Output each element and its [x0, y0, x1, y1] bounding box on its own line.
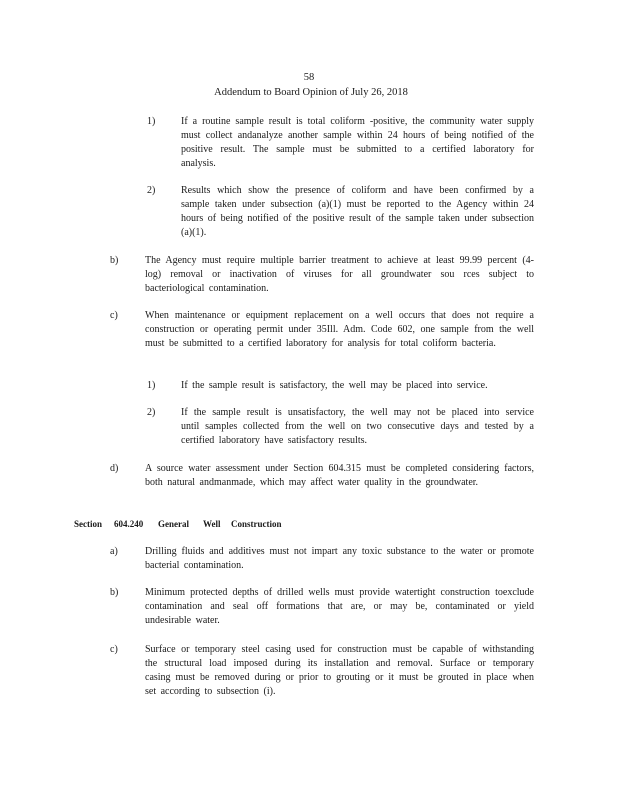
paragraph: If the sample result is unsatisfactory, the well may not be placed into service until samples collected from the well on two consecutive days and tested by a certified laboratory have satisfactory results.	[181, 407, 534, 446]
section-word: Section	[74, 519, 102, 529]
item-label: c)	[110, 644, 118, 655]
paragraph: A source water assessment under Section 604.315 must be completed considering factors, both natural andmanmade, which may affect water quality in the groundwater.	[145, 463, 534, 488]
paragraph: Drilling fluids and additives must not impart any toxic substance to the water or promote bacterial contamination.	[145, 546, 534, 571]
section-title-part: Well	[203, 519, 221, 529]
item-label: a)	[110, 546, 118, 557]
item-label: d)	[110, 463, 119, 474]
paragraph: Results which show the presence of coliform and have been confirmed by a sample taken under subsection (a)(1) must be reported to the Agency within 24 hours of being notified of the positive result of the sample taken under subsection (a)(1).	[181, 185, 534, 238]
page-subtitle: Addendum to Board Opinion of July 26, 2018	[214, 87, 408, 98]
paragraph: If the sample result is satisfactory, the well may be placed into service.	[181, 380, 488, 391]
paragraph: If a routine sample result is total coliform -positive, the community water supply must collect andanalyze another sample within 24 hours of being notified of the positive result. The sample must be submitted to a certified laboratory for analysis.	[181, 116, 534, 169]
item-label: 1)	[147, 116, 156, 127]
page-number: 58	[303, 72, 315, 83]
item-label: b)	[110, 587, 119, 598]
section-title-part: General	[158, 519, 189, 529]
item-label: 2)	[147, 407, 156, 418]
paragraph: Surface or temporary steel casing used for construction must be capable of withstanding the structural load imposed during its installation and removal. Surface or temporary casing must be removed during or prior to grouting or it must be grouted in place when set according to subsection (i).	[145, 644, 534, 697]
section-title-part: Construction	[231, 519, 282, 529]
section-number: 604.240	[114, 519, 144, 529]
item-label: 1)	[147, 380, 156, 391]
paragraph: Minimum protected depths of drilled wells must provide watertight construction toexclude contamination and seal off formations that are, or may be, contaminated or yield undesirable water.	[145, 587, 534, 626]
item-label: 2)	[147, 185, 156, 196]
paragraph: When maintenance or equipment replacement on a well occurs that does not require a construction or operating permit under 35Ill. Adm. Code 602, one sample from the well must be submitted to a certified laboratory for analysis for total coliform bacteria.	[145, 310, 534, 349]
item-label: c)	[110, 310, 118, 321]
paragraph: The Agency must require multiple barrier treatment to achieve at least 99.99 percent (4-log) removal or inactivation of viruses for all groundwater sou rces subject to bacteriological contamination.	[145, 255, 534, 294]
item-label: b)	[110, 255, 119, 266]
